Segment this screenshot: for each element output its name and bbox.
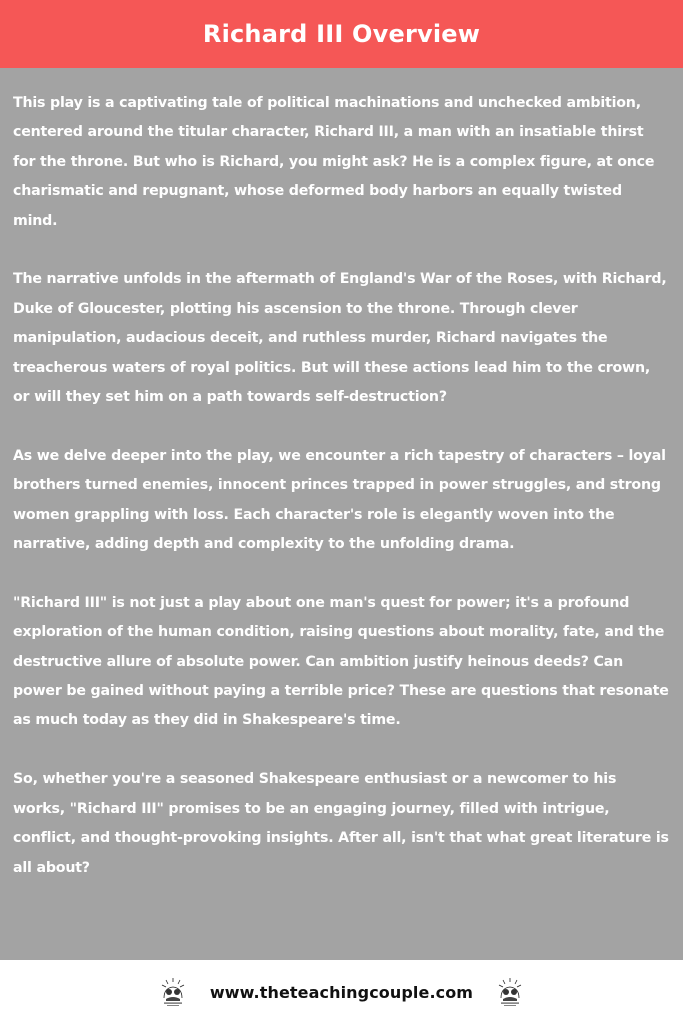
paragraph-characters: As we delve deeper into the play, we encounter a rich tapestry of characters – loyal brothers turned enemies, innocent princes trapped in power struggles, and strong women grappling with loss. Each character's role is elegantly woven into the narrative, adding depth and complexity to the unfolding drama. bbox=[13, 447, 666, 553]
content-panel bbox=[0, 68, 683, 960]
paragraph-themes: "Richard III" is not just a play about one man's quest for power; it's a profound exploration of the human condition, raising questions about morality, fate, and the destructive allure of absolute power. Can ambition justify heinous deeds? Can power be gained without paying a terrible price? These are questions that resonate as much today as they did in Shakespeare's time. bbox=[13, 594, 669, 729]
teaching-couple-logo-icon bbox=[158, 976, 188, 1008]
footer bbox=[0, 960, 683, 1024]
page-title: Richard III Overview bbox=[202, 20, 481, 48]
header-banner bbox=[0, 0, 683, 68]
paragraph-narrative: The narrative unfolds in the aftermath of England's War of the Roses, with Richard, Duke of Gloucester, plotting his ascension to the throne. Through clever manipulation, audacious deceit, and ruthless murder, Richard navigates the treacherous waters of royal politics. But will these actions lead him to the crown, or will they set him on a path towards self-destruction? bbox=[13, 271, 667, 406]
teaching-couple-logo-icon bbox=[495, 976, 525, 1008]
paragraph-conclusion: So, whether you're a seasoned Shakespeare enthusiast or a newcomer to his works, "Richard III" promises to be an engaging journey, filled with intrigue, conflict, and thought-provoking insights. After all, isn't that what great literature is all about? bbox=[13, 771, 669, 876]
paragraph-intro: This play is a captivating tale of political machinations and unchecked ambition, centered around the titular character, Richard III, a man with an insatiable thirst for the throne. But who is Richard, you might ask? He is a complex figure, at once charismatic and repugnant, whose deformed body harbors an equally twisted mind. bbox=[13, 95, 655, 229]
footer-website-url[interactable]: www.theteachingcouple.com bbox=[209, 982, 474, 1002]
